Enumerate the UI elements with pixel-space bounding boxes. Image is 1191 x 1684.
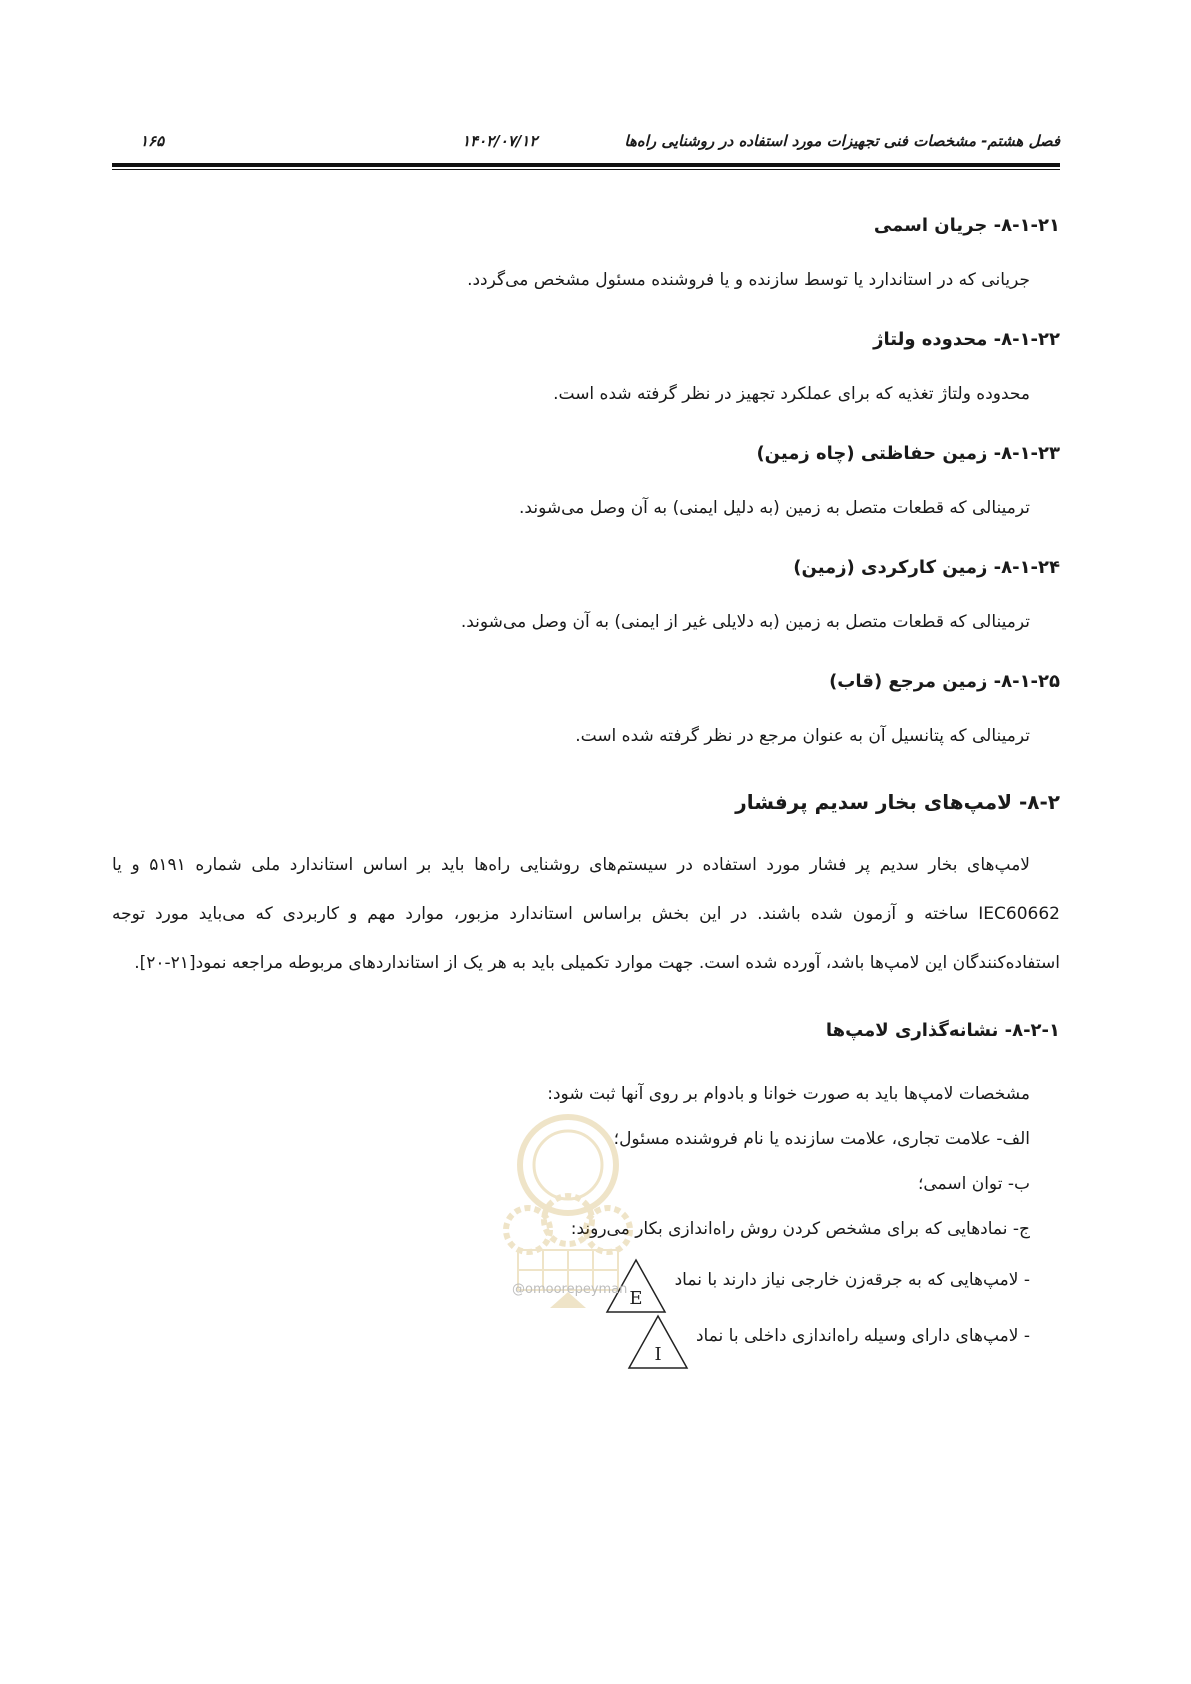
section-heading: ۸-۲- لامپ‌های بخار سدیم پرفشار [735,790,1060,814]
definition-24 [112,555,1060,635]
section-paragraph: لامپ‌های بخار سدیم پر فشار مورد استفاده در سیستم‌های روشنایی راه‌ها باید بر اساس استاندارد ملی شماره ۵۱۹۱ و یا IEC60662 ساخته و آزمون شده باشند. در این بخش براساس استاندارد مزبور، موارد مهم و کاربردی که می‌باید مورد توجه استفاده‌کنندگان این لامپ‌ها باشد، آورده شده است. جهت موارد تکمیلی باید به هر یک از استانداردهای مربوطه مراجعه نمود[۲۱-۲۰]. [112,855,1060,973]
definition-text: ترمینالی که پتانسیل آن به عنوان مرجع در نظر گرفته شده است. [575,726,1030,746]
definition-text: ترمینالی که قطعات متصل به زمین (به دلایلی غیر از ایمنی) به آن وصل می‌شوند. [460,612,1030,632]
definition-23 [112,441,1060,521]
definition-heading: ۸-۱-۲۴- زمین کارکردی (زمین) [793,557,1060,578]
symbol-e-line [112,1252,1030,1308]
symbol-i-line [112,1308,1030,1364]
symbol-e-letter: E [629,1288,643,1309]
symbol-e-text: - لامپ‌هایی که به جرقه‌زن خارجی نیاز دارند با نماد [674,1270,1030,1290]
definition-heading: ۸-۱-۲۲- محدوده ولتاژ [873,329,1060,350]
definition-text: ترمینالی که قطعات متصل به زمین (به دلیل ایمنی) به آن وصل می‌شوند. [519,498,1030,518]
symbol-i-text: - لامپ‌های دارای وسیله راه‌اندازی داخلی با نماد [695,1326,1030,1346]
marking-intro: مشخصات لامپ‌ها باید به صورت خوانا و بادوام بر روی آنها ثبت شود: [547,1084,1030,1104]
subsection-heading: ۸-۲-۱- نشانه‌گذاری لامپ‌ها [825,1020,1060,1041]
page-number: ۱۶۵ [140,132,165,150]
symbol-i-letter: I [653,1344,662,1365]
marking-item-c: ج- نمادهایی که برای مشخص کردن روش راه‌اندازی بکار می‌روند: [570,1219,1030,1239]
marking-item-b: ب- توان اسمی؛ [917,1174,1030,1194]
definition-25 [112,669,1060,749]
chapter-title: فصل هشتم- مشخصات فنی تجهیزات مورد استفاده در روشنایی راه‌ها [624,132,1060,150]
definition-text: جریانی که در استاندارد یا توسط سازنده و یا فروشنده مسئول مشخص می‌گردد. [467,270,1030,290]
header-rule-thick [112,163,1060,167]
watermark-handle: @omoorepeyman [512,1282,628,1297]
page-content [112,213,1060,1364]
page-header [112,128,1060,154]
header-rule-thin [112,169,1060,170]
definition-heading: ۸-۱-۲۱- جریان اسمی [873,215,1060,236]
header-date: ۱۴۰۲/۰۷/۱۲ [462,132,538,150]
definition-heading: ۸-۱-۲۳- زمین حفاظتی (چاه زمین) [756,443,1060,464]
definition-22 [112,327,1060,407]
marking-item-a: الف- علامت تجاری، علامت سازنده یا نام فروشنده مسئول؛ [613,1129,1030,1149]
definition-21 [112,213,1060,293]
definition-heading: ۸-۱-۲۵- زمین مرجع (قاب) [829,671,1060,692]
triangle-i-icon [627,1314,689,1370]
definition-text: محدوده ولتاژ تغذیه که برای عملکرد تجهیز در نظر گرفته شده است. [553,384,1030,404]
